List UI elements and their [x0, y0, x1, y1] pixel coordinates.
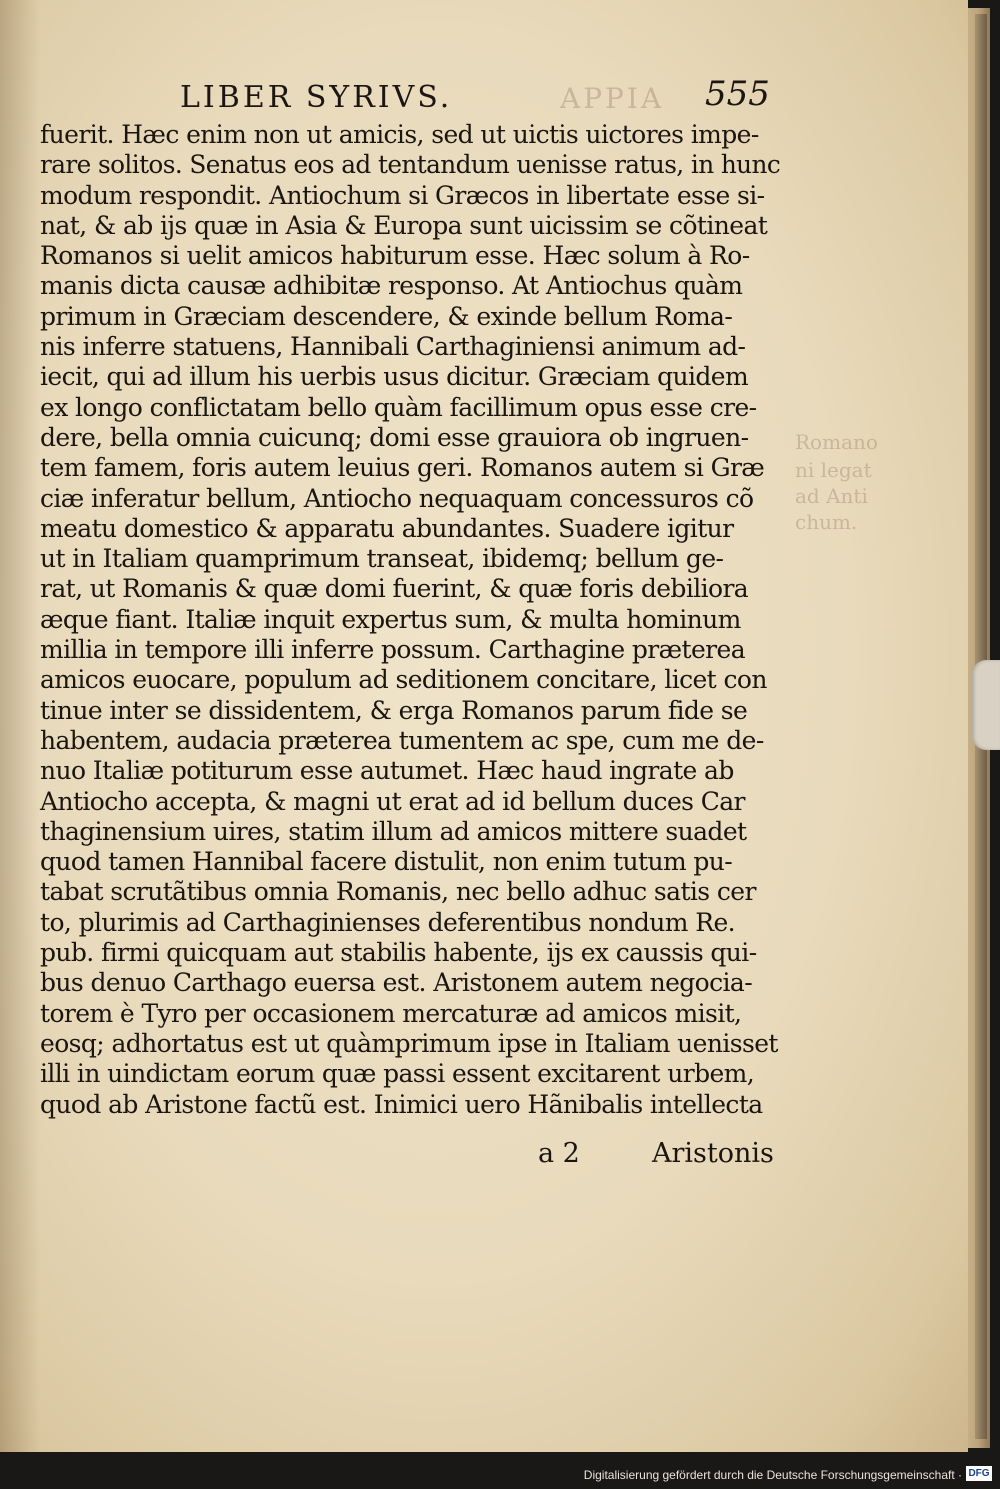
text-line: nuo Italiæ potiturum esse autumet. Hæc haud ingrate ab	[40, 756, 734, 786]
text-line: Romanos si uelit amicos habiturum esse. Hæc solum à Ro-	[40, 241, 750, 271]
text-line: fuerit. Hæc enim non ut amicis, sed ut uictis uictores impe-	[40, 120, 759, 149]
text-line: nis inferre statuens, Hannibali Carthaginiensi animum ad-	[40, 332, 746, 362]
folio-number: 555	[705, 74, 770, 114]
text-line: tinue inter se dissidentem, & erga Romanos parum fide se	[40, 695, 748, 725]
footer-bar	[0, 1460, 1000, 1489]
text-line: torem è Tyro per occasionem mercaturæ ad amicos misit,	[40, 998, 742, 1028]
text-line: eosq; adhortatus est ut quàmprimum ipse in Italiam uenisset	[40, 1028, 778, 1058]
text-line: millia in tempore illi inferre possum. Carthagine præterea	[40, 635, 746, 665]
show-through-text: Romano	[795, 430, 878, 454]
text-line: primum in Græciam descendere, & exinde bellum Roma-	[40, 301, 733, 331]
text-line: amicos euocare, populum ad seditionem concitare, licet con	[40, 665, 767, 695]
body-text	[40, 120, 780, 1120]
text-line: rat, ut Romanis & quæ domi fuerint, & quæ foris debiliora	[40, 574, 749, 604]
show-through-text: chum.	[795, 510, 858, 534]
show-through-text: ad Anti	[795, 484, 868, 508]
text-line: quod tamen Hannibal facere distulit, non enim tutum pu-	[40, 847, 733, 877]
catchword: Aristonis	[652, 1138, 774, 1169]
text-line: æque fiant. Italiæ inquit expertus sum, & multa hominum	[40, 604, 741, 634]
text-line: manis dicta causæ adhibitæ responso. At Antiochus quàm	[40, 271, 743, 301]
text-line: dere, bella omnia cuicunq; domi esse grauiora ob ingruen-	[40, 422, 749, 452]
text-line: ex longo conflictatam bello quàm facillimum opus esse cre-	[40, 392, 757, 422]
text-line: nat, & ab ijs quæ in Asia & Europa sunt uicissim se cõtineat	[40, 210, 768, 240]
page-tab-marker	[972, 660, 1000, 750]
text-line: ciæ inferatur bellum, Antiocho nequaquam concessuros cõ	[40, 483, 754, 513]
dfg-logo: DFG	[966, 1466, 992, 1481]
text-line: ut in Italiam quamprimum transeat, ibidemq; bellum ge-	[40, 544, 724, 574]
text-line: habentem, audacia præterea tumentem ac spe, cum me de-	[40, 725, 764, 755]
show-through-text: ni legat	[795, 458, 872, 482]
text-line: thaginensium uires, statim illum ad amicos mittere suadet	[40, 816, 747, 846]
text-line: meatu domestico & apparatu abundantes. Suadere igitur	[40, 513, 734, 543]
text-line: quod ab Aristone factũ est. Inimici uero Hãnibalis intellecta	[40, 1089, 763, 1119]
text-line: tabat scrutãtibus omnia Romanis, nec bello adhuc satis cer	[40, 877, 756, 907]
text-line: pub. firmi quicquam aut stabilis habente, ijs ex caussis qui-	[40, 938, 757, 968]
running-head-title: LIBER SYRIVS.	[180, 80, 453, 115]
text-line: rare solitos. Senatus eos ad tentandum uenisse ratus, in hunc	[40, 150, 781, 180]
text-line: illi in uindictam eorum quæ passi essent excitarent urbem,	[40, 1059, 755, 1089]
text-line: Antiocho accepta, & magni ut erat ad id bellum duces Car	[40, 786, 745, 816]
text-line: to, plurimis ad Carthaginienses deferentibus nondum Re.	[40, 907, 735, 937]
funding-credit: Digitalisierung gefördert durch die Deutsche Forschungsgemeinschaft ·	[583, 1468, 962, 1482]
running-head	[180, 80, 780, 115]
gutter-shadow	[0, 0, 40, 1452]
text-line: bus denuo Carthago euersa est. Aristonem autem negocia-	[40, 968, 753, 998]
text-line: modum respondit. Antiochum si Græcos in libertate esse si-	[40, 180, 765, 210]
signature-mark: a 2	[538, 1138, 580, 1169]
text-line: iecit, qui ad illum his uerbis usus dicitur. Græciam quidem	[40, 362, 749, 392]
text-line: tem famem, foris autem leuius geri. Romanos autem si Græ	[40, 453, 765, 483]
show-through-text: APPIA	[560, 82, 665, 115]
